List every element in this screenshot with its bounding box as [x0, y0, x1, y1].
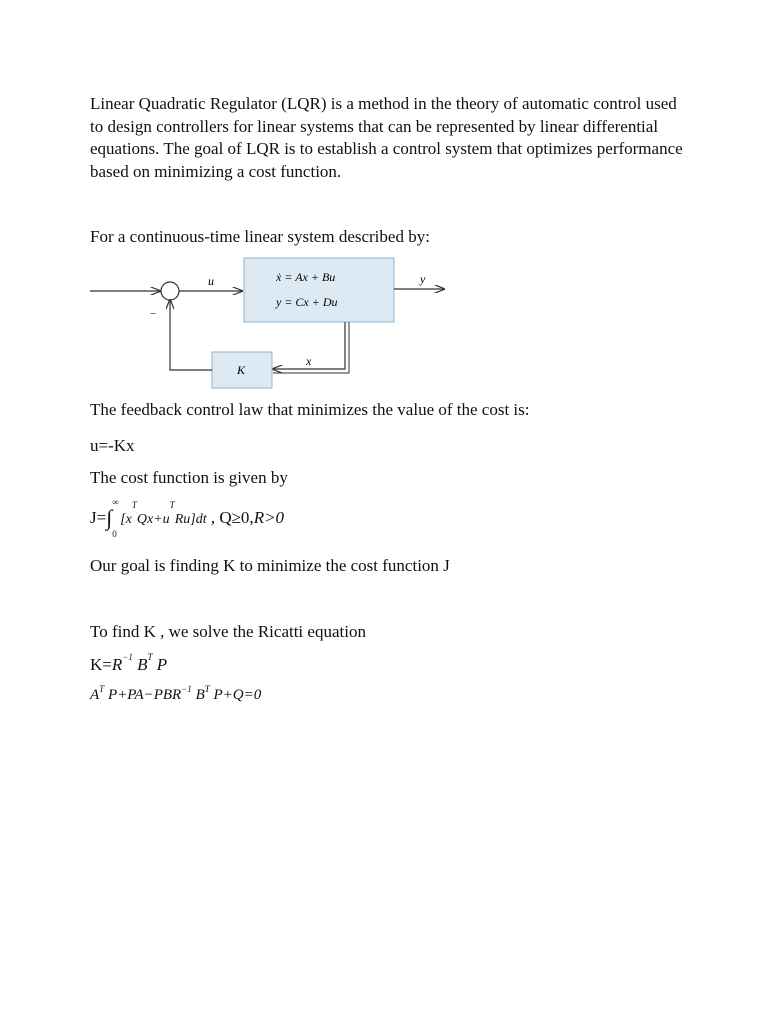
feedback-return-line: [170, 300, 212, 370]
x-label: x: [306, 354, 312, 368]
summing-junction: [161, 282, 179, 300]
cost-lhs: J=: [90, 508, 107, 527]
ricatti-intro: To find K , we solve the Ricatti equation: [90, 622, 366, 641]
ricatti-b: B: [195, 687, 205, 703]
k-b-transpose: T: [147, 652, 153, 662]
cost-body-x: [x: [120, 512, 132, 527]
state-equation: ẋ = Ax + Bu: [276, 270, 336, 284]
u-label: u: [208, 274, 214, 288]
feedback-text: The feedback control law that minimizes the value of the cost is:: [90, 400, 530, 419]
integral-upper-limit: ∞: [112, 497, 119, 507]
ricatti-end: P+Q=0: [213, 687, 262, 703]
cost-conditions-prefix: , Q≥0,: [210, 508, 254, 527]
ricatti-b-transpose: T: [204, 684, 210, 694]
lqr-block-diagram: [90, 255, 450, 395]
y-label: y: [420, 272, 426, 286]
k-p: P: [156, 655, 168, 674]
integral-lower-limit: 0: [112, 529, 117, 539]
goal-text: Our goal is finding K to minimize the cost function J: [90, 556, 450, 575]
ricatti-mid: P+PA−PBR: [107, 687, 182, 703]
k-b: B: [137, 655, 148, 674]
system-intro: For a continuous-time linear system described by:: [90, 227, 430, 246]
control-law: u=-Kx: [90, 436, 135, 455]
cost-function-equation: [90, 497, 285, 539]
transpose-1: T: [131, 500, 137, 510]
k-r-inverse: −1: [122, 652, 133, 662]
k-r: R: [111, 655, 123, 674]
k-equation: [90, 652, 168, 675]
ricatti-r-inverse: −1: [181, 684, 192, 694]
k-lhs: K=: [90, 655, 112, 674]
ricatti-a: A: [90, 687, 100, 703]
cost-body-mid: Qx+u: [136, 512, 170, 527]
ricatti-a-transpose: T: [99, 684, 105, 694]
cost-body-end: Ru]dt: [174, 512, 207, 527]
intro-paragraph: Linear Quadratic Regulator (LQR) is a method in the theory of automatic control used to design controllers for linear systems that can be represented by linear differential equations. The goal of LQR is to establish a control system that optimizes performance based on minimizing a cost function.: [90, 94, 683, 181]
integral: [106, 497, 120, 539]
output-equation: y = Cx + Du: [276, 295, 338, 309]
integral-sign: ∫: [106, 505, 113, 530]
cost-conditions-rest: R>0: [253, 508, 285, 527]
minus-sign: −: [150, 308, 157, 320]
gain-label: K: [237, 363, 246, 377]
plant-box: [244, 258, 394, 322]
ricatti-equation: [90, 684, 262, 704]
cost-intro: The cost function is given by: [90, 468, 288, 487]
transpose-2: T: [169, 500, 175, 510]
